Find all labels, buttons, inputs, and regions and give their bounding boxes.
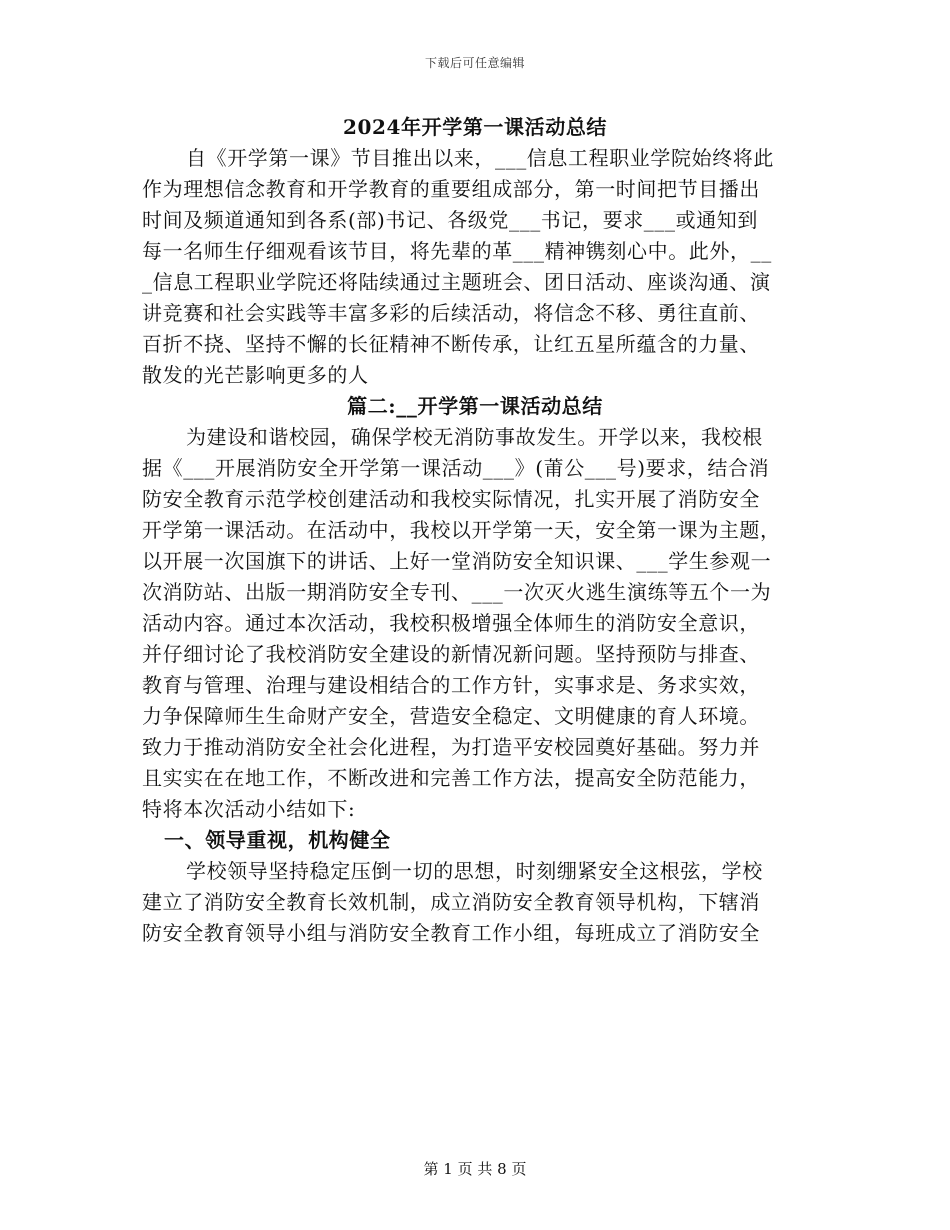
paragraph-line: 并仔细讨论了我校消防安全建设的新情况新问题。坚持预防与排查、 [142, 642, 760, 666]
paragraph-line: 时间及频道通知到各系(部)书记、各级党___书记，要求___或通知到 [142, 208, 759, 232]
paragraph-line: 活动内容。通过本次活动，我校积极增强全体师生的消防安全意识， [142, 611, 760, 635]
paragraph-line: 致力于推动消防安全社会化进程，为打造平安校园奠好基础。努力并 [142, 735, 760, 759]
paragraph-line: 次消防站、出版一期消防安全专刊、___一次灭火逃生演练等五个一为 [142, 580, 772, 604]
paragraph-line: 作为理想信念教育和开学教育的重要组成部分，第一时间把节目播出 [142, 177, 760, 201]
paragraph-line: 自《开学第一课》节目推出以来，___信息工程职业学院始终将此 [186, 146, 774, 170]
subheading-leadership: 一、领导重视，机构健全 [164, 828, 391, 852]
paragraph-line: 学校领导坚持稳定压倒一切的思想，时刻绷紧安全这根弦，学校 [186, 859, 763, 883]
paragraph-line: 百折不挠、坚持不懈的长征精神不断传承，让红五星所蕴含的力量、 [142, 332, 760, 356]
paragraph-line: 建立了消防安全教育长效机制，成立消防安全教育领导机构，下辖消 [142, 890, 760, 914]
paragraph-line: 防安全教育领导小组与消防安全教育工作小组，每班成立了消防安全 [142, 921, 760, 945]
paragraph-line: 据《___开展消防安全开学第一课活动___》(莆公___号)要求，结合消 [142, 456, 770, 480]
paragraph-2 [142, 422, 808, 825]
header-note: 下载后可任意编辑 [424, 56, 525, 70]
paragraph-line: 教育与管理、治理与建设相结合的工作方针，实事求是、务求实效， [142, 673, 760, 697]
document-body [142, 112, 808, 949]
paragraph-line: _信息工程职业学院还将陆续通过主题班会、团日活动、座谈沟通、演 [142, 270, 771, 294]
paragraph-line: 为建设和谐校园，确保学校无消防事故发生。开学以来，我校根 [186, 425, 763, 449]
paragraph-line: 防安全教育示范学校创建活动和我校实际情况，扎实开展了消防安全 [142, 487, 760, 511]
paragraph-line: 散发的光芒影响更多的人 [142, 363, 369, 387]
paragraph-line: 讲竞赛和社会实践等丰富多彩的后续活动，将信念不移、勇往直前、 [142, 301, 760, 325]
paragraph-line: 开学第一课活动。在活动中，我校以开学第一天，安全第一课为主题， [142, 518, 781, 542]
paragraph-1 [142, 143, 808, 391]
paragraph-line: 以开展一次国旗下的讲话、上好一堂消防安全知识课、___学生参观一 [142, 549, 772, 573]
paragraph-line: 力争保障师生生命财产安全，营造安全稳定、文明健康的育人环境。 [142, 704, 760, 728]
paragraph-line: 且实实在在地工作，不断改进和完善工作方法，提高安全防范能力， [142, 766, 760, 790]
document-title: 2024年开学第一课活动总结 [342, 115, 608, 139]
paragraph-3 [142, 856, 808, 949]
paragraph-line: 每一名师生仔细观看该节目，将先辈的革___精神镌刻心中。此外，__ [142, 239, 772, 263]
page-number-footer: 第 1 页 共 8 页 [423, 1160, 527, 1178]
section-2-title: 篇二:__开学第一课活动总结 [347, 394, 603, 418]
paragraph-line: 特将本次活动小结如下: [142, 797, 356, 821]
